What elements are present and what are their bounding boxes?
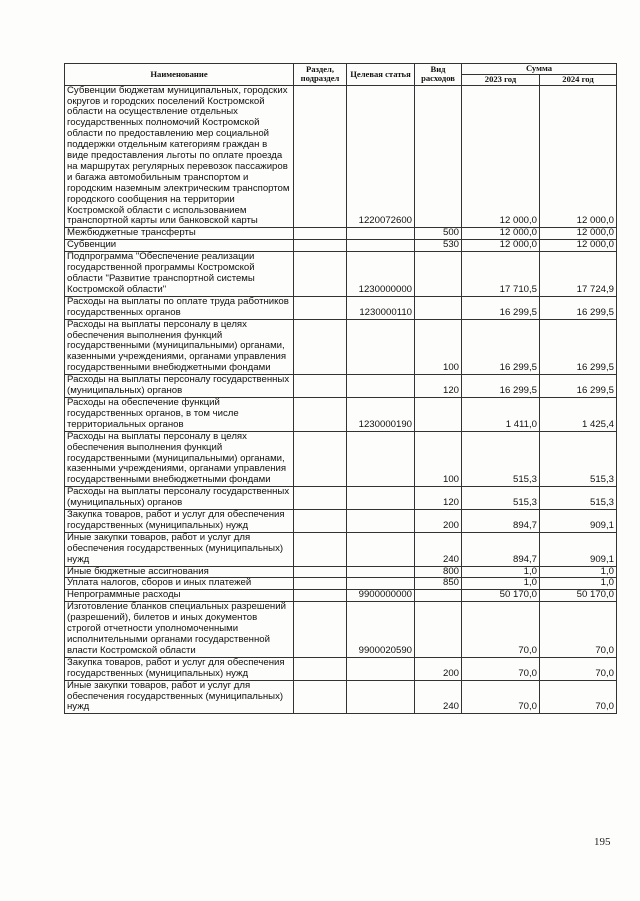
row-name: Уплата налогов, сборов и иных платежей [65,578,294,590]
table-row [65,431,617,487]
row-target [347,680,415,714]
row-section [294,252,347,297]
row-amount-2023: 12 000,0 [462,228,540,240]
table-row [65,397,617,431]
row-kind: 100 [415,319,462,375]
row-name: Закупка товаров, работ и услуг для обеспечения государственных (муниципальных) нужд [65,510,294,533]
table-row [65,240,617,252]
table-row [65,319,617,375]
row-target: 1230000000 [347,252,415,297]
row-name: Межбюджетные трансферты [65,228,294,240]
row-target [347,319,415,375]
table-row [65,85,617,228]
row-kind: 200 [415,510,462,533]
row-name: Расходы на выплаты персоналу в целях обеспечения выполнения функций государственными (муниципальными) органами, казенными учреждениями, органами управления государственными внебюджетными фондами [65,319,294,375]
row-amount-2024: 70,0 [540,657,617,680]
row-amount-2023: 70,0 [462,602,540,658]
table-header [65,64,617,86]
table-row [65,296,617,319]
row-amount-2023: 894,7 [462,532,540,566]
table-row [65,252,617,297]
row-section [294,487,347,510]
row-target [347,431,415,487]
row-amount-2023: 17 710,5 [462,252,540,297]
row-kind: 800 [415,566,462,578]
row-name: Иные закупки товаров, работ и услуг для обеспечения государственных (муниципальных) нужд [65,532,294,566]
row-name: Расходы на выплаты персоналу государственных (муниципальных) органов [65,375,294,398]
header-sum: Сумма [462,64,617,75]
row-amount-2024: 70,0 [540,680,617,714]
row-target [347,566,415,578]
row-name: Подпрограмма "Обеспечение реализации государственной программы Костромской области "Развитие транспортной системы Костромской области" [65,252,294,297]
row-target [347,228,415,240]
row-amount-2024: 909,1 [540,532,617,566]
row-name: Субвенции [65,240,294,252]
row-amount-2024: 12 000,0 [540,228,617,240]
row-amount-2023: 515,3 [462,487,540,510]
row-target [347,487,415,510]
row-amount-2024: 16 299,5 [540,296,617,319]
row-name: Расходы на обеспечение функций государственных органов, в том числе территориальных органов [65,397,294,431]
row-kind: 240 [415,680,462,714]
row-amount-2024: 1 425,4 [540,397,617,431]
row-kind: 100 [415,431,462,487]
row-amount-2023: 515,3 [462,431,540,487]
row-target [347,375,415,398]
row-section [294,319,347,375]
row-kind: 850 [415,578,462,590]
row-name: Иные закупки товаров, работ и услуг для обеспечения государственных (муниципальных) нужд [65,680,294,714]
row-section [294,657,347,680]
row-amount-2024: 17 724,9 [540,252,617,297]
row-section [294,578,347,590]
table-row [65,532,617,566]
row-amount-2023: 16 299,5 [462,375,540,398]
row-amount-2024: 1,0 [540,566,617,578]
row-section [294,240,347,252]
table-row [65,578,617,590]
table-row [65,228,617,240]
row-amount-2023: 16 299,5 [462,319,540,375]
row-kind [415,252,462,297]
table-row [65,510,617,533]
header-kind: Вид расходов [415,64,462,86]
row-kind: 200 [415,657,462,680]
row-section [294,431,347,487]
table-row [65,566,617,578]
row-kind [415,85,462,228]
row-amount-2023: 1,0 [462,566,540,578]
row-section [294,397,347,431]
row-kind [415,602,462,658]
row-section [294,375,347,398]
row-kind: 530 [415,240,462,252]
row-amount-2024: 50 170,0 [540,590,617,602]
row-amount-2024: 70,0 [540,602,617,658]
table-row [65,657,617,680]
row-amount-2024: 909,1 [540,510,617,533]
row-target [347,510,415,533]
row-amount-2024: 515,3 [540,431,617,487]
row-section [294,85,347,228]
header-2023: 2023 год [462,75,540,86]
row-amount-2023: 894,7 [462,510,540,533]
row-amount-2023: 70,0 [462,657,540,680]
row-section [294,602,347,658]
row-kind: 500 [415,228,462,240]
row-section [294,680,347,714]
header-2024: 2024 год [540,75,617,86]
row-section [294,510,347,533]
row-name: Расходы на выплаты персоналу в целях обеспечения выполнения функций государственными (муниципальными) органами, казенными учреждениями, органами управления государственными внебюджетными фондами [65,431,294,487]
row-target [347,657,415,680]
row-name: Расходы на выплаты персоналу государственных (муниципальных) органов [65,487,294,510]
row-amount-2023: 70,0 [462,680,540,714]
row-section [294,296,347,319]
row-target: 1220072600 [347,85,415,228]
header-name: Наименование [65,64,294,86]
row-name: Иные бюджетные ассигнования [65,566,294,578]
row-name: Расходы на выплаты по оплате труда работников государственных органов [65,296,294,319]
row-target [347,240,415,252]
header-section: Раздел, подраздел [294,64,347,86]
table-body [65,85,617,714]
row-amount-2023: 1,0 [462,578,540,590]
table-row [65,590,617,602]
row-amount-2024: 12 000,0 [540,85,617,228]
row-amount-2024: 515,3 [540,487,617,510]
row-section [294,532,347,566]
table-row [65,487,617,510]
row-name: Закупка товаров, работ и услуг для обеспечения государственных (муниципальных) нужд [65,657,294,680]
page-number: 195 [594,836,611,848]
row-target [347,532,415,566]
header-target: Целевая статья [347,64,415,86]
row-target: 1230000110 [347,296,415,319]
row-target: 9900000000 [347,590,415,602]
row-amount-2024: 16 299,5 [540,319,617,375]
row-amount-2024: 16 299,5 [540,375,617,398]
row-section [294,590,347,602]
row-kind: 240 [415,532,462,566]
row-name: Изготовление бланков специальных разрешений (разрешений), билетов и иных документов строгой отчетности уполномоченными исполнительными органами государственной власти Костромской области [65,602,294,658]
row-name: Непрограммные расходы [65,590,294,602]
row-amount-2023: 12 000,0 [462,85,540,228]
row-target: 1230000190 [347,397,415,431]
row-amount-2023: 1 411,0 [462,397,540,431]
row-amount-2023: 12 000,0 [462,240,540,252]
row-amount-2024: 1,0 [540,578,617,590]
row-kind [415,590,462,602]
table-row [65,680,617,714]
row-section [294,566,347,578]
row-amount-2024: 12 000,0 [540,240,617,252]
row-kind [415,296,462,319]
row-name: Субвенции бюджетам муниципальных, городских округов и городских поселений Костромской области на осуществление отдельных государственных полномочий Костромской области по предоставлению мер социальной поддержки отдельным категориям граждан в виде предоставления льготы по оплате проезда на маршрутах регулярных перевозок пассажиров и багажа автомобильным транспортом и городским наземным электрическим транспортом городского сообщения на территории Костромской области с использованием транспортной карты или банковской карты [65,85,294,228]
row-kind: 120 [415,375,462,398]
row-target [347,578,415,590]
row-kind [415,397,462,431]
row-amount-2023: 16 299,5 [462,296,540,319]
budget-table [64,63,617,714]
row-target: 9900020590 [347,602,415,658]
table-row [65,602,617,658]
row-amount-2023: 50 170,0 [462,590,540,602]
row-kind: 120 [415,487,462,510]
row-section [294,228,347,240]
table-row [65,375,617,398]
